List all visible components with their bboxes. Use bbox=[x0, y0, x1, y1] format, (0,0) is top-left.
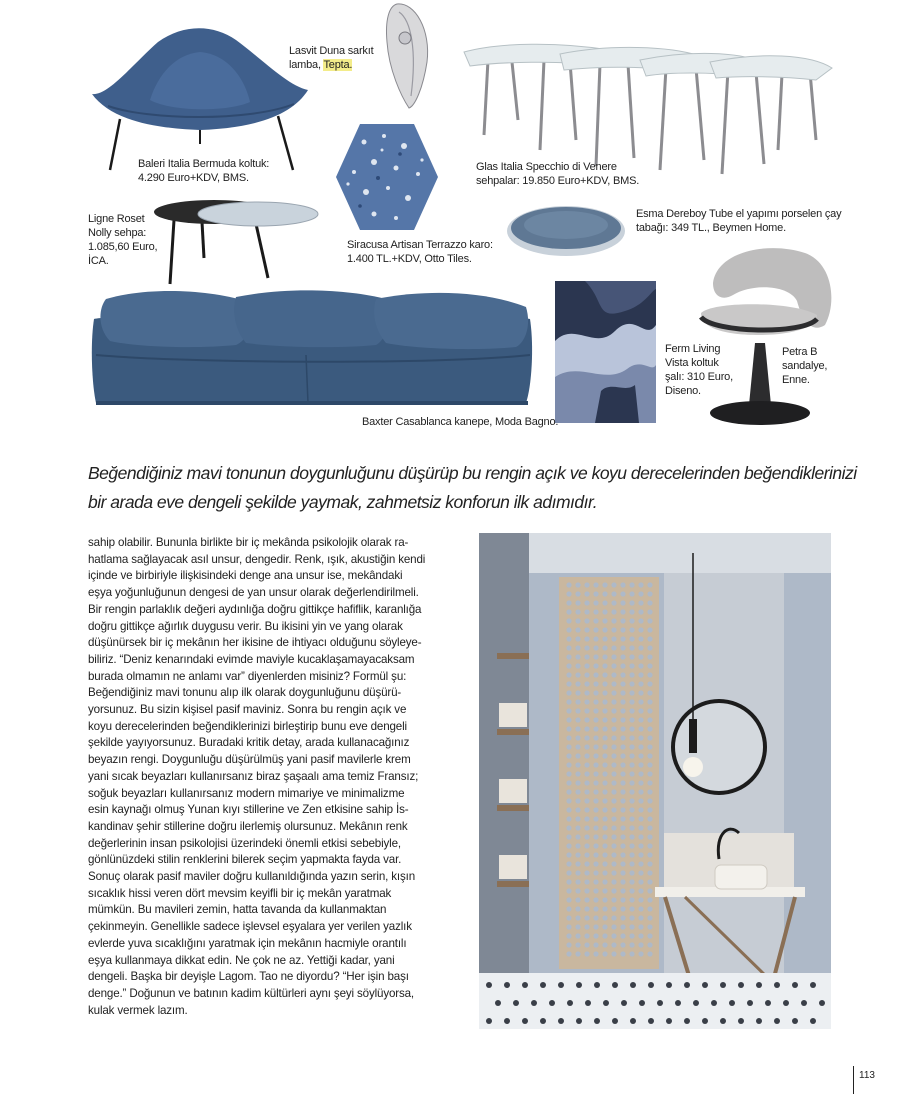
throw-blanket-image bbox=[555, 281, 656, 423]
armchair-image bbox=[88, 24, 313, 174]
body-line: soğuk beyazları kullanırsanız modern mimariye ve minimalizme bbox=[88, 786, 405, 800]
lamp-caption: Lasvit Duna sarkıt lamba, Tepta. bbox=[289, 45, 374, 71]
brand-highlight: Tepta. bbox=[323, 59, 353, 71]
sofa-image bbox=[86, 285, 536, 415]
body-line: sahip olabilir. Bununla birlikte bir iç mekânda psikolojik olarak ra- bbox=[88, 536, 409, 549]
body-line: koyu derecelerinden beğendiklerinizi birleştirip bunu eve dengeli bbox=[88, 719, 407, 733]
coffee-table-image bbox=[152, 198, 320, 288]
article-body bbox=[88, 535, 460, 1019]
body-line: denge.” Doğunun ve batının kadim kültürleri aynı şeyi söylüyorsa, bbox=[88, 986, 415, 1000]
page-number: 113 bbox=[853, 1066, 875, 1094]
body-line: burada olmamın ne anlamı var” diyenlerden misiniz? Formül şu: bbox=[88, 669, 407, 683]
body-line: kulak vermek lazım. bbox=[88, 1003, 188, 1017]
body-line: şekilde yayıyorsunuz. Buradaki kritik detay, arada kullanacağınız bbox=[88, 736, 410, 750]
pendant-lamp-image bbox=[375, 0, 445, 112]
body-line: içinde ve birbiriyle ilişkisindeki denge ana unsur ise, mekândaki bbox=[88, 569, 403, 583]
body-line: çekinmeyin. Genellikle sadece işlevsel eşyalara yer verilen yazlık bbox=[88, 920, 412, 934]
body-line: Bir rengin parlaklık değeri aydınlığa doğru gittikçe hafiflik, karanlığa bbox=[88, 602, 422, 616]
body-line: düşünürsek bir iç mekânın her ikisine de ihtiyacı olduğunu söyleye- bbox=[88, 636, 422, 650]
body-line: evlerde yuva sıcaklığını yaratmak için mekânın hacmiyle orantılı bbox=[88, 936, 407, 950]
body-line: biliriz. “Deniz kenarındaki evimde maviyle kucaklaşamayacaksam bbox=[88, 652, 415, 666]
body-line: Beğendiğiniz mavi tonunu alıp ilk olarak doygunluğunu düşürü- bbox=[88, 686, 402, 700]
pull-quote: Beğendiğiniz mavi tonunun doygunluğunu düşürüp bu rengin açık ve koyu derecelerinden beğendiklerinizi bir arada eve dengeli şekilde yaymak, zahmetsiz konforun ilk adımıdır. bbox=[88, 463, 857, 512]
swivel-chair-image bbox=[693, 243, 838, 429]
body-line: dengeli. Başka bir deyişle Lagom. Tao ne diyordu? “Her işin başı bbox=[88, 970, 409, 984]
body-line: hatlama sağlayacak asıl unsur, dengedir. Renk, ışık, akustiğin kendi bbox=[88, 552, 426, 566]
body-line: eşya yoğunluğunun dengesi de yan unsur olarak değerlendirilmeli. bbox=[88, 586, 419, 600]
body-line: değerlerinin insan psikolojisi üzerindeki önemli etkisi sebebiyle, bbox=[88, 836, 401, 850]
coffee-table-caption: Ligne Roset Nolly sehpa: 1.085,60 Euro, İCA. bbox=[88, 213, 158, 267]
chair-caption: Petra B sandalye, Enne. bbox=[782, 346, 828, 386]
body-line: doğru gittikçe ağırlık duygusu verir. Bu ikisini yin ve yang olarak bbox=[88, 619, 403, 633]
glass-tables-image bbox=[460, 40, 835, 175]
tile-caption: Siracusa Artisan Terrazzo karo: 1.400 TL.+KDV, Otto Tiles. bbox=[347, 239, 493, 265]
body-line: beyazın rengi. Doygunluğu düşürülmüş yani pasif mavilerle krem bbox=[88, 753, 411, 767]
plate-caption: Esma Dereboy Tube el yapımı porselen çay tabağı: 349 TL., Beymen Home. bbox=[636, 208, 842, 234]
body-line: yani sıcak beyazları kullanırsanız biraz şaşaalı ama temiz Fransız; bbox=[88, 769, 419, 783]
terrazzo-tile-image bbox=[334, 122, 440, 232]
body-line: gönlünüzdeki stilin renklerini bilerek seçim yapmakta fayda var. bbox=[88, 853, 402, 867]
throw-caption: Ferm Living Vista koltuk şalı: 310 Euro, Diseno. bbox=[665, 343, 733, 397]
body-line: sıcaklık hissi veren dört mevsim keyifli bir iç mekân yaratmak bbox=[88, 886, 392, 900]
body-line: yorsunuz. Bu sizin kişisel pasif maviniz. Sonra bu rengin açık ve bbox=[88, 703, 407, 717]
body-line: kandinav şehir stillerine doğru ilerlemiş olursunuz. Mekânın renk bbox=[88, 819, 408, 833]
tables-caption: Glas Italia Specchio di Venere sehpalar: 19.850 Euro+KDV, BMS. bbox=[476, 161, 640, 187]
porcelain-plate-image bbox=[505, 203, 627, 259]
body-line: esin kaynağı olmuş Yunan kıyı stillerine ve Zen etkisine sahip İs- bbox=[88, 803, 409, 817]
body-line: eşya kullanmaya dikkat edin. Ne çok ne az. Yettiği kadar, yani bbox=[88, 953, 395, 967]
armchair-caption: Baleri Italia Bermuda koltuk: 4.290 Euro+KDV, BMS. bbox=[138, 158, 270, 184]
bathroom-photo bbox=[479, 533, 831, 1029]
body-line: mümkün. Bu mavileri zemin, hatta tavanda da kullanmaktan bbox=[88, 903, 387, 917]
sofa-caption: Baxter Casablanca kanepe, Moda Bagno. bbox=[362, 416, 559, 428]
body-line: Sonuç olarak pasif maviler doğru kullanıldığında yazın serin, kışın bbox=[88, 870, 415, 884]
